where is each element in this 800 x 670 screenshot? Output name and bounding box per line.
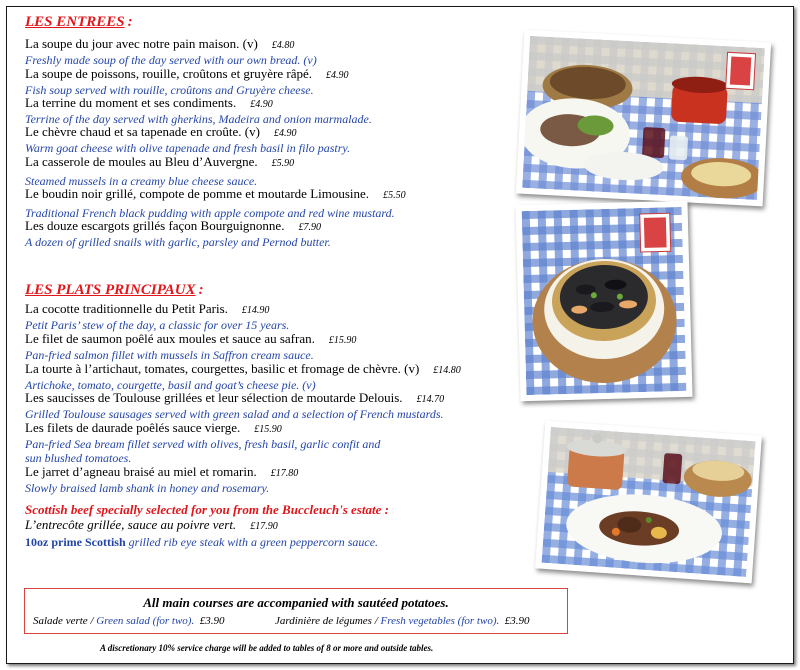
- side-vegetables: Jardinière de légumes / Fresh vegetables (for two). £3.90: [275, 615, 530, 627]
- dish-description: Steamed mussels in a creamy blue cheese sauce.: [25, 174, 258, 188]
- dish-name: Le jarret d’agneau braisé au miel et romarin.: [25, 464, 257, 479]
- dish-description: Pan-fried salmon fillet with mussels in Saffron cream sauce.: [25, 348, 314, 362]
- beef-origin: 10oz prime Scottish: [25, 535, 126, 549]
- dish-price: £4.90: [273, 128, 297, 139]
- entree-item: [25, 154, 525, 188]
- dish-description: Slowly braised lamb shank in honey and rosemary.: [25, 481, 270, 495]
- photo-entrees: [516, 30, 771, 207]
- dish-name: La soupe de poissons, rouille, croûtons et gruyère râpé.: [25, 66, 313, 81]
- dish-price: £4.80: [271, 40, 295, 51]
- dish-description: Warm goat cheese with olive tapenade and fresh basil in filo pastry.: [25, 141, 351, 155]
- beef-dish: [25, 517, 278, 533]
- photo-lamb: [535, 421, 762, 584]
- entree-item: [25, 95, 525, 126]
- dish-price: £4.90: [326, 70, 349, 81]
- dish-price: £15.90: [254, 424, 282, 435]
- beef-description: [25, 535, 378, 550]
- sides-box: [24, 588, 568, 634]
- dish-name: L’entrecôte grillée, sauce au poivre vert.: [25, 517, 237, 532]
- dish-description: Terrine of the day served with gherkins, Madeira and onion marmalade.: [25, 112, 372, 126]
- service-charge-note: A discretionary 10% service charge will be added to tables of 8 or more and outside tables.: [100, 643, 434, 653]
- dish-name: Le filet de saumon poêlé aux moules et sauce au safran.: [25, 331, 315, 346]
- dish-price: £14.70: [416, 394, 445, 405]
- dish-description: Petit Paris’ stew of the day, a classic for over 15 years.: [25, 318, 290, 332]
- dish-name: La tourte à l’artichaut, tomates, courgettes, basilic et fromage de chèvre. (v): [25, 361, 420, 376]
- plat-item: [25, 390, 525, 421]
- dish-name: La casserole de moules au Bleu d’Auvergne.: [25, 154, 258, 169]
- plat-item: [25, 331, 525, 362]
- dish-price: £17.90: [250, 521, 278, 532]
- dish-name: Le boudin noir grillé, compote de pomme et moutarde Limousine.: [25, 186, 370, 201]
- beef-heading: Scottish beef specially selected for you from the Buccleuch's estate :: [25, 502, 389, 517]
- dish-name: La cocotte traditionnelle du Petit Paris.: [25, 301, 228, 316]
- entree-item: [25, 36, 525, 67]
- plat-item: [25, 420, 525, 465]
- dish-price: £5.90: [271, 158, 295, 169]
- dish-description: Grilled Toulouse sausages served with green salad and a selection of French mustards.: [25, 407, 444, 421]
- dish-price: £15.90: [328, 335, 357, 346]
- plats-heading: LES PLATS PRINCIPAUX :: [25, 282, 204, 298]
- dish-description: A dozen of grilled snails with garlic, parsley and Pernod butter.: [25, 235, 331, 249]
- plat-item: [25, 361, 525, 392]
- entree-item: [25, 186, 525, 220]
- entree-item: [25, 66, 525, 97]
- dish-name: Les douze escargots grillés façon Bourguignonne.: [25, 218, 285, 233]
- plat-item: [25, 301, 525, 332]
- entree-item: [25, 124, 525, 155]
- dish-description: Fish soup served with rouille, croûtons and Gruyère cheese.: [25, 83, 314, 97]
- plat-item: [25, 464, 525, 495]
- dish-name: La soupe du jour avec notre pain maison. (v): [25, 36, 258, 51]
- dish-price: £4.90: [250, 99, 273, 110]
- dish-price: £5.50: [383, 190, 406, 201]
- entrees-heading: LES ENTREES :: [25, 14, 133, 30]
- dish-price: £14.90: [241, 305, 270, 316]
- dish-description: Artichoke, tomato, courgette, basil and goat’s cheese pie. (v): [25, 378, 316, 392]
- photo-mussels: [515, 201, 692, 401]
- dish-description-cont: sun blushed tomatoes.: [25, 451, 132, 465]
- entree-item: [25, 218, 525, 249]
- dish-name: Le chèvre chaud et sa tapenade en croûte. (v): [25, 124, 260, 139]
- dish-name: Les saucisses de Toulouse grillées et leur sélection de moutarde Delouis.: [25, 390, 403, 405]
- dish-price: £14.80: [433, 365, 461, 376]
- sides-title: All main courses are accompanied with sautéed potatoes.: [143, 595, 449, 610]
- beef-detail: grilled rib eye steak with a green peppercorn sauce.: [128, 535, 379, 549]
- dish-price: £7.90: [298, 222, 321, 233]
- dish-name: Les filets de daurade poêlés sauce vierge.: [25, 420, 241, 435]
- dish-name: La terrine du moment et ses condiments.: [25, 95, 237, 110]
- dish-description: Traditional French black pudding with apple compote and red wine mustard.: [25, 206, 395, 220]
- side-salad: Salade verte / Green salad (for two). £3.90: [33, 615, 225, 627]
- dish-description: Pan-fried Sea bream fillet served with olives, fresh basil, garlic confit and: [25, 437, 381, 451]
- dish-price: £17.80: [270, 468, 299, 479]
- dish-description: Freshly made soup of the day served with our own bread. (v): [25, 53, 317, 67]
